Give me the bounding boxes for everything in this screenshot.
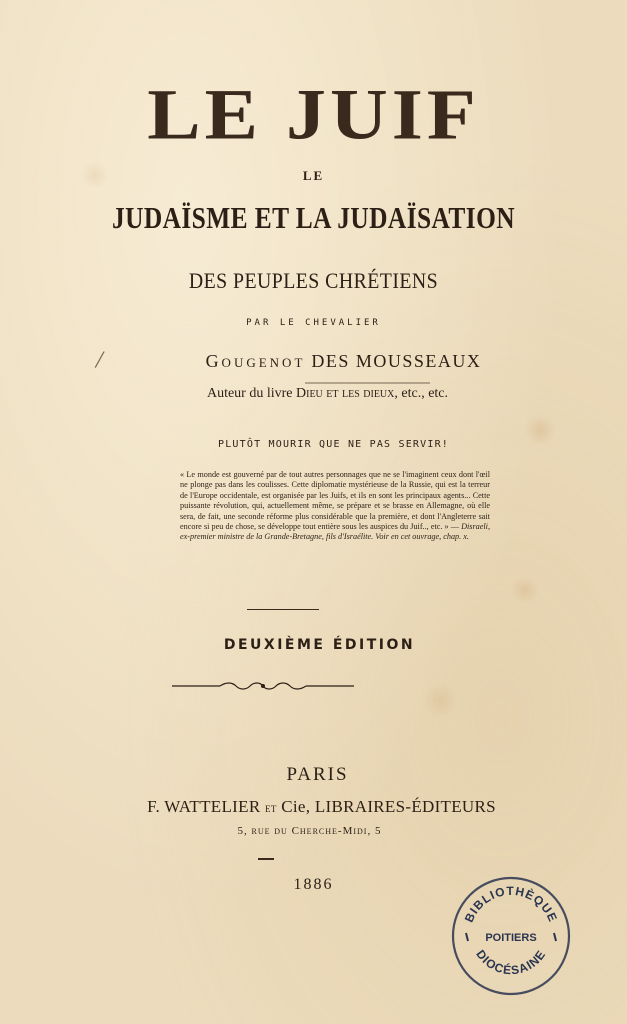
stamp-middle-text: POITIERS <box>485 932 537 944</box>
quote-text: « Le monde est gouverné par de tout autres personnages que ne se l'imaginent ceux dont l'œil ne plonge pas dans les coulisses. Cette diplomatie mystérieuse de la Russie, qui est la terreur de l'Europe occidentale, est organisée par les Juifs, et ils en sont les principaux agents... Cette puissante révolution, qui, actuellement même, se prépare et se brasse en Allemagne, où elle sera, de fait, une seconde réforme plus considérable que la première, et dont l'Angleterre sait encore si peu de chose, se développe tout entière sous les auspices du Juif.., etc. » — <box>180 470 490 532</box>
author-credit-book: Dieu et les dieux <box>296 386 395 401</box>
library-stamp <box>448 873 574 999</box>
publication-year: 1886 <box>293 876 334 893</box>
author-name <box>30 351 627 372</box>
author-credit-suffix: , etc., etc. <box>394 386 449 401</box>
edition-label: DEUXIÈME ÉDITION <box>223 637 416 653</box>
publisher-et: et <box>265 800 277 815</box>
publication-city: PARIS <box>286 764 349 785</box>
stamp-mark-left <box>466 933 468 941</box>
publisher-name: F. WATTELIER <box>147 797 261 816</box>
subtitle-line-2: DES PEUPLES CHRÉTIENS <box>188 268 439 293</box>
stamp-top-text: BIBLIOTHÈQUE <box>461 883 561 925</box>
ornament-divider <box>172 679 354 693</box>
book-title: LE JUIF <box>147 75 480 155</box>
publisher-address: 5, rue du Cherche-Midi, 5 <box>237 825 382 837</box>
epigraph-quote <box>180 470 490 543</box>
author-credit-prefix: Auteur du livre <box>206 386 296 401</box>
title-connector: LE <box>302 168 325 183</box>
pencil-mark-icon: / <box>93 344 106 375</box>
publisher-rest: , LIBRAIRES-ÉDITEURS <box>305 797 496 816</box>
motto: PLUTÔT MOURIR QUE NE PAS SERVIR! <box>217 439 450 450</box>
author-last-name: DES MOUSSEAUX <box>311 351 482 371</box>
pencil-underline <box>305 382 430 384</box>
quote-attribution: Disraeli, ex-premier ministre de la Grande-Bretagne, fils d'Israélite. Voir en cet ouvrage, chap. x. <box>180 522 490 542</box>
publisher-company: Cie <box>281 797 306 816</box>
stamp-mark-right <box>554 933 556 941</box>
subtitle-line-1: JUDAÏSME ET LA JUDAÏSATION <box>111 200 516 235</box>
stamp-bottom-text: DIOCÉSAINE <box>473 947 549 978</box>
publisher-line <box>8 797 627 817</box>
divider-rule <box>247 609 319 610</box>
author-first-name: Gougenot <box>205 351 306 371</box>
author-credit <box>14 386 627 402</box>
short-rule <box>258 858 274 860</box>
by-line: PAR LE CHEVALIER <box>246 318 381 328</box>
